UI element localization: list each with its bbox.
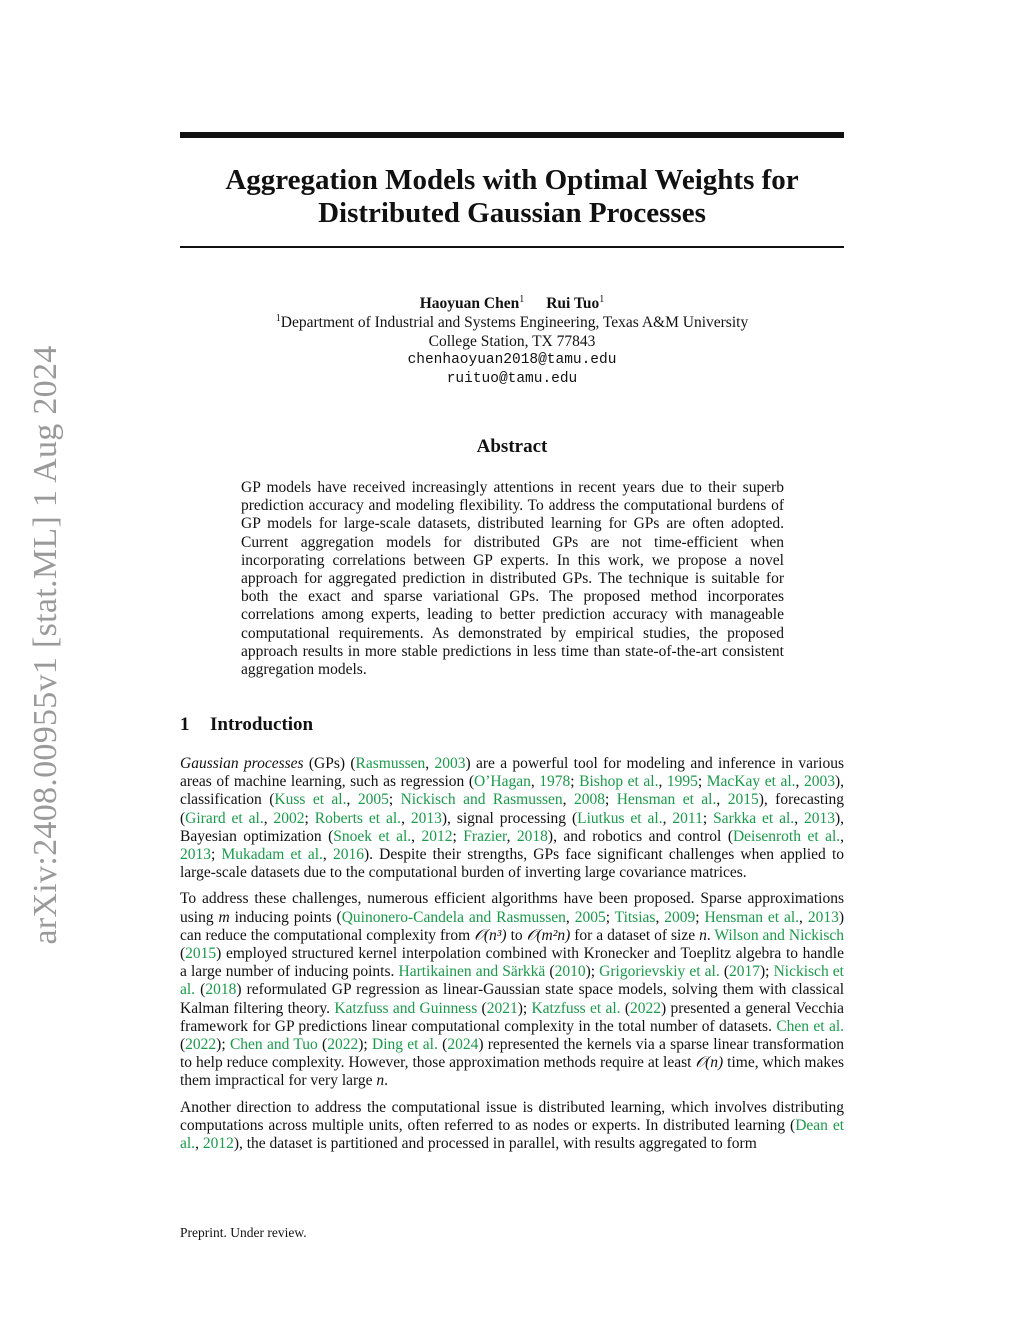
math-complexity-cubic: 𝒪(n³) xyxy=(474,926,507,944)
author-names xyxy=(180,294,844,313)
citation-link[interactable]: Chen and Tuo xyxy=(229,1036,318,1054)
citation-link[interactable]: MacKay et al. xyxy=(706,773,796,791)
citation-link[interactable]: Bishop et al. xyxy=(579,773,659,791)
citation-link[interactable]: Katzfuss et al. xyxy=(531,999,621,1017)
math-n: n xyxy=(376,1072,385,1090)
citation-link[interactable]: Snoek et al. xyxy=(333,827,412,845)
citation-link[interactable]: Quinonero-Candela and Rasmussen xyxy=(341,908,566,926)
citation-link[interactable]: 2013 xyxy=(803,809,835,827)
citation-link[interactable]: 2024 xyxy=(447,1036,479,1054)
citation-link[interactable]: 2018 xyxy=(205,981,237,999)
citation-link[interactable]: Rasmussen xyxy=(355,755,426,772)
paper-title xyxy=(180,164,844,230)
citation-link[interactable]: Dean et al. xyxy=(180,1116,845,1153)
location: College Station, TX 77843 xyxy=(428,333,596,350)
author-block xyxy=(180,294,844,389)
section-number: 1 xyxy=(180,714,190,735)
citation-link[interactable]: 2012 xyxy=(202,1135,234,1153)
citation-link[interactable]: Ding et al. xyxy=(372,1036,438,1054)
introduction-body xyxy=(180,755,844,1161)
math-n: n xyxy=(699,926,707,944)
citation-link[interactable]: 2015 xyxy=(727,791,759,809)
section-heading-introduction xyxy=(180,714,313,736)
paragraph-2: To address these challenges, numerous efficient algorithms have been proposed. Sparse approximations using m inducing points (Quinonero-Candela and Rasmussen, 2005; Titsias, 2009; Hensman et al., 2013) can reduce the computational complexity from 𝒪(n³) to 𝒪(m²n) for a dataset of size n. Wilson and Nickisch (2015) employed structured kernel interpolation combined with Kronecker and Toeplitz algebra to handle a large number of inducing points. Hartikainen and Särkkä (2010); Grigorievskiy et al. (2017); Nickisch et al. (2018) reformulated GP regression as linear-Gaussian state space models, solving them with classical Kalman filtering theory. Katzfuss and Guinness (2021); Katzfuss et al. (2022) presented a general Vecchia framework for GP predictions linear computational complexity in the total number of datasets. Chen et al. (2022); Chen and Tuo (2022); Ding et al. (2024) represented the kernels via a sparse linear transformation to help reduce complexity. However, those approximation methods require at least 𝒪(n) time, which makes them impractical for very large n. xyxy=(180,890,845,1090)
paragraph-3: Another direction to address the computational issue is distributed learning, which involves distributing computations across multiple units, often referred to as nodes or experts. In distributed learning (Dean et al., 2012), the dataset is partitioned and processed in parallel, with results aggregated to form xyxy=(180,1098,845,1153)
math-complexity-linear: 𝒪(n) xyxy=(695,1054,724,1072)
citation-link[interactable]: O’Hagan xyxy=(474,773,531,791)
citation-link[interactable]: 2018 xyxy=(516,827,548,845)
math-m: m xyxy=(218,908,230,926)
citation-link[interactable]: 2010 xyxy=(554,963,586,981)
citation-link[interactable]: 2003 xyxy=(803,773,835,791)
citation-link[interactable]: 2002 xyxy=(273,809,305,827)
citation-link[interactable]: Nickisch and Rasmussen xyxy=(400,791,563,809)
arxiv-identifier-stamp: arXiv:2408.00955v1 [stat.ML] 1 Aug 2024 xyxy=(27,345,64,945)
citation-link[interactable]: Wilson and Nickisch xyxy=(714,926,844,944)
citation-link[interactable]: Frazier xyxy=(463,827,507,845)
italic-term: Gaussian processes xyxy=(180,755,304,772)
citation-link[interactable]: Chen et al. xyxy=(776,1017,845,1035)
author-1: Haoyuan Chen xyxy=(419,295,520,312)
section-title: Introduction xyxy=(210,714,314,735)
email-2[interactable]: ruituo@tamu.edu xyxy=(446,371,578,387)
title-top-rule xyxy=(180,132,844,138)
citation-link[interactable]: Girard et al. xyxy=(185,809,264,827)
affiliation-mark: 1 xyxy=(275,312,281,324)
affiliation xyxy=(180,313,844,332)
title-bottom-rule xyxy=(180,246,844,248)
citation-link[interactable]: 2012 xyxy=(421,827,453,845)
author-1-affil-mark: 1 xyxy=(519,293,525,305)
citation-link[interactable]: Mukadam et al. xyxy=(221,846,323,864)
citation-link[interactable]: 2022 xyxy=(630,999,662,1017)
citation-link[interactable]: 1978 xyxy=(539,773,571,791)
citation-link[interactable]: Deisenroth et al. xyxy=(732,827,841,845)
citation-link[interactable]: 2017 xyxy=(729,963,761,981)
citation-link[interactable]: Nickisch et al. xyxy=(180,963,844,999)
citation-link[interactable]: 2009 xyxy=(664,908,696,926)
email-1[interactable]: chenhaoyuan2018@tamu.edu xyxy=(407,352,617,368)
abstract-heading: Abstract xyxy=(476,436,548,457)
citation-link[interactable]: 2005 xyxy=(574,908,606,926)
citation-link[interactable]: Grigorievskiy et al. xyxy=(599,963,720,981)
citation-link[interactable]: Liutkus et al. xyxy=(577,809,663,827)
citation-link[interactable]: Katzfuss and Guinness xyxy=(334,999,478,1017)
citation-link[interactable]: 2011 xyxy=(672,809,703,827)
citation-link[interactable]: 2013 xyxy=(410,809,442,827)
preprint-footer: Preprint. Under review. xyxy=(180,1225,307,1240)
citation-link[interactable]: Kuss et al. xyxy=(274,791,347,809)
citation-link[interactable]: 2005 xyxy=(357,791,389,809)
citation-link[interactable]: Sarkka et al. xyxy=(713,809,795,827)
citation-link[interactable]: 2008 xyxy=(573,791,605,809)
citation-link[interactable]: Hartikainen and Särkkä xyxy=(398,963,546,981)
citation-link[interactable]: 1995 xyxy=(666,773,698,791)
abstract-text: GP models have received increasingly attentions in recent years due to their superb prediction accuracy and modeling flexibility. To address the computational burdens of GP models for large-scale datasets, distributed learning for GPs are often adopted. Current aggregation models for distributed GPs are not time-efficient when incorporating correlations between GP experts. In this work, we propose a novel approach for aggregated prediction in distributed GPs. The technique is suitable for both the exact and sparse variational GPs. The proposed method incorporates correlations among experts, leading to better prediction accuracy with manageable computational requirements. As demonstrated by empirical studies, the proposed approach results in more stable predictions in less time than state-of-the-art consistent aggregation models. xyxy=(241,479,784,679)
citation-link[interactable]: Hensman et al. xyxy=(616,791,717,809)
paragraph-1: Gaussian processes (GPs) (Rasmussen, 2003) are a powerful tool for modeling and inference in various areas of machine learning, such as regression (O’Hagan, 1978; Bishop et al., 1995; MacKay et al., 2003), classification (Kuss et al., 2005; Nickisch and Rasmussen, 2008; Hensman et al., 2015), forecasting (Girard et al., 2002; Roberts et al., 2013), signal processing (Liutkus et al., 2011; Sarkka et al., 2013), Bayesian optimization (Snoek et al., 2012; Frazier, 2018), and robotics and control (Deisenroth et al., 2013; Mukadam et al., 2016). Despite their strengths, GPs face significant challenges when applied to large-scale datasets due to the computational burden of inverting large covariance matrices. xyxy=(180,755,845,882)
citation-link[interactable]: 2022 xyxy=(185,1036,217,1054)
title-line-2: Distributed Gaussian Processes xyxy=(318,197,706,229)
citation-link[interactable]: 2015 xyxy=(185,945,217,963)
citation-link[interactable]: 2021 xyxy=(486,999,518,1017)
citation-link[interactable]: Hensman et al. xyxy=(704,908,800,926)
author-2-affil-mark: 1 xyxy=(599,293,605,305)
citation-link[interactable]: 2013 xyxy=(807,908,839,926)
citation-link[interactable]: 2022 xyxy=(327,1036,359,1054)
author-2: Rui Tuo xyxy=(546,295,600,312)
title-line-1: Aggregation Models with Optimal Weights for xyxy=(225,164,799,196)
citation-link[interactable]: Roberts et al. xyxy=(314,809,402,827)
citation-link[interactable]: 2003 xyxy=(434,755,466,772)
citation-link[interactable]: 2016 xyxy=(332,846,364,864)
citation-link[interactable]: Titsias xyxy=(614,908,656,926)
citation-link[interactable]: 2013 xyxy=(180,846,211,864)
affiliation-text: Department of Industrial and Systems Engineering, Texas A&M University xyxy=(280,314,749,331)
math-complexity-sparse: 𝒪(m²n) xyxy=(526,926,571,944)
